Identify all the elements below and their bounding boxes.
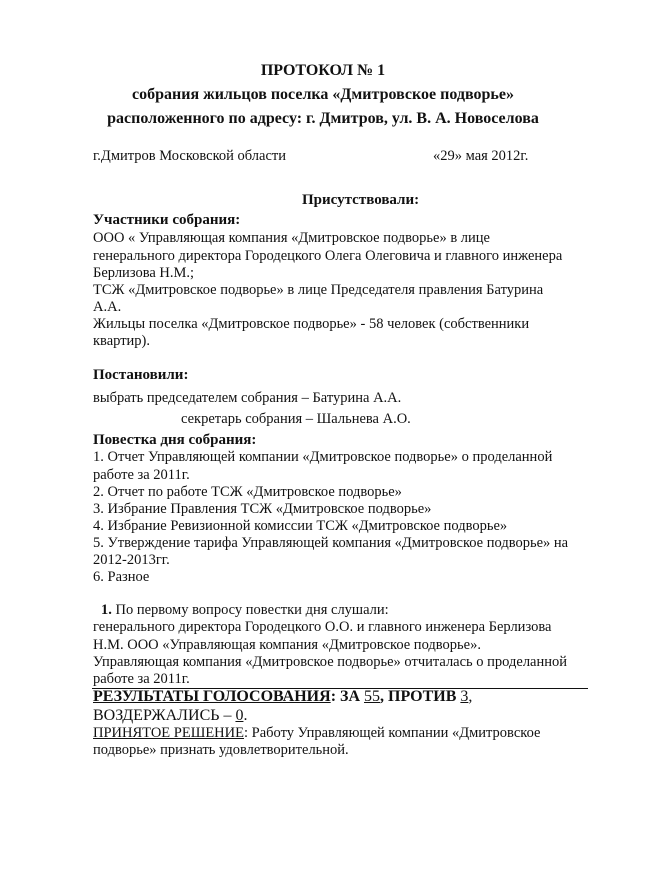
first-question-lead-text: По первому вопросу повестки дня слушали: (111, 602, 389, 618)
resolved-heading: Постановили: (93, 367, 189, 383)
voting-protiv-label: , ПРОТИВ (380, 688, 461, 705)
voting-za-value: 55 (364, 688, 381, 705)
agenda-line: 1. Отчет Управляющей компании «Дмитровское подворье» о проделанной (93, 449, 553, 465)
first-question-line: Управляющая компания «Дмитровское подворье» отчиталась о проделанной (93, 654, 568, 670)
agenda-line: 4. Избрание Ревизионной комиссии ТСЖ «Дмитровское подворье» (93, 518, 508, 534)
participants-line: Жильцы поселка «Дмитровское подворье» - 58 человек (собственники (93, 316, 530, 332)
voting-protiv-value: 3 (460, 688, 469, 705)
participants-line: ООО « Управляющая компания «Дмитровское подворье» в лице (93, 230, 490, 246)
agenda-line: работе за 2011г. (93, 467, 190, 483)
voting-abstain (93, 707, 247, 725)
agenda-line: 3. Избрание Правления ТСЖ «Дмитровское подворье» (93, 501, 432, 517)
agenda-line: 2. Отчет по работе ТСЖ «Дмитровское подворье» (93, 484, 402, 500)
agenda-line: 2012-2013гг. (93, 552, 170, 568)
first-question-line: Н.М. ООО «Управляющая компания «Дмитровское подворье». (93, 637, 481, 653)
first-question-line: работе за 2011г. (93, 671, 190, 687)
agenda-line: 5. Утверждение тарифа Управляющей компания «Дмитровское подворье» на (93, 535, 569, 551)
participants-line: генерального директора Городецкого Олега Олеговича и главного инженера (93, 248, 563, 264)
voting-abstain-tail: . (243, 707, 248, 724)
document-title: ПРОТОКОЛ № 1 (260, 62, 386, 79)
participants-heading: Участники собрания: (93, 212, 241, 228)
first-question-lead (101, 602, 389, 619)
voting-abstain-label: ВОЗДЕРЖАЛИСЬ – (93, 707, 236, 724)
document-subtitle-address: расположенного по адресу: г. Дмитров, ул. В. А. Новоселова (107, 110, 539, 127)
participants-line: квартир). (93, 333, 150, 349)
voting-label: РЕЗУЛЬТАТЫ ГОЛОСОВАНИЯ (93, 688, 331, 705)
voting-results (93, 688, 472, 706)
participants-line: ТСЖ «Дмитровское подворье» в лице Председателя правления Батурина (93, 282, 544, 298)
participants-line: А.А. (93, 299, 122, 315)
decision-line (93, 725, 540, 742)
place-text: г.Дмитров Московской области (93, 148, 286, 164)
present-heading: Присутствовали: (302, 192, 420, 208)
voting-za-label: : ЗА (330, 688, 365, 705)
date-text: «29» мая 2012г. (433, 148, 529, 164)
resolved-secretary: секретарь собрания – Шальнева А.О. (181, 411, 411, 427)
resolved-chairman: выбрать председателем собрания – Батурина А.А. (93, 390, 402, 406)
agenda-line: 6. Разное (93, 569, 150, 585)
first-question-line: генерального директора Городецкого О.О. и главного инженера Берлизова (93, 619, 552, 635)
voting-abstain-value: 0 (235, 707, 244, 724)
document-subtitle-meeting: собрания жильцов поселка «Дмитровское подворье» (132, 86, 514, 103)
voting-tail: , (468, 688, 473, 705)
participants-line: Берлизова Н.М.; (93, 265, 195, 281)
decision-line: подворье» признать удовлетворительной. (93, 742, 349, 758)
decision-label: ПРИНЯТОЕ РЕШЕНИЕ (93, 725, 244, 741)
first-question-number: 1. (101, 602, 112, 618)
agenda-heading: Повестка дня собрания: (93, 432, 257, 448)
decision-text: : Работу Управляющей компании «Дмитровское (243, 725, 541, 741)
